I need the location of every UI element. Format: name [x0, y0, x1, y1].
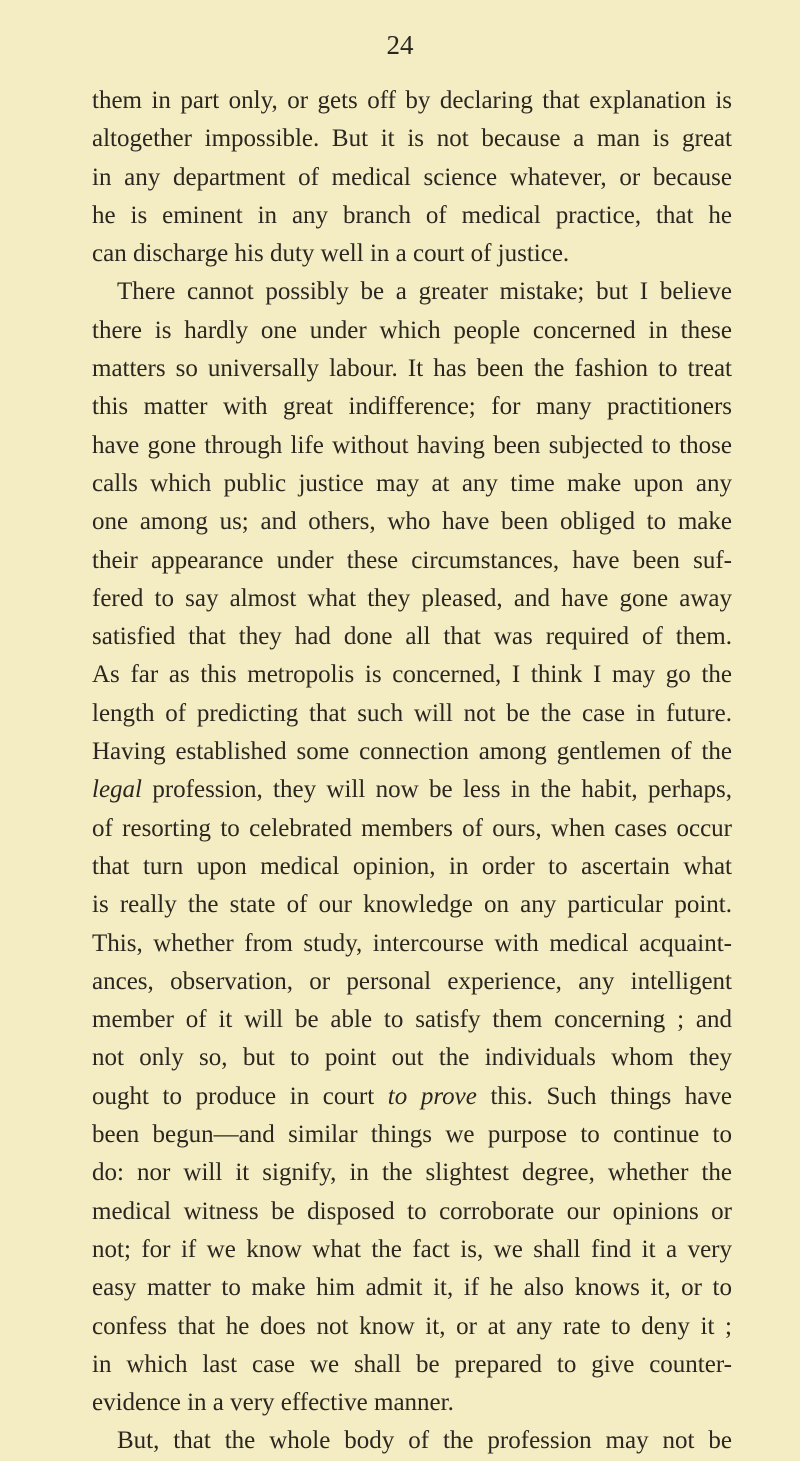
text-line: easy matter to make him admit it, if he also knows it, or to — [92, 1274, 732, 1302]
text-line: is really the state of our knowledge on any particular point. — [92, 891, 732, 919]
text-line: not only so, but to point out the individuals whom they — [92, 1044, 732, 1072]
text-line: there is hardly one under which people concerned in these — [92, 316, 732, 344]
text-line: this matter with great indifference; for many practitioners — [92, 393, 732, 421]
text-line: fered to say almost what they pleased, and have gone away — [92, 584, 732, 612]
text-line: them in part only, or gets off by declaring that explanation is — [92, 87, 732, 114]
body-text — [92, 82, 732, 1461]
italic-word: legal — [92, 776, 142, 804]
text-line: that turn upon medical opinion, in order to ascertain what — [92, 852, 732, 880]
text-line: do: nor will it signify, in the slightest degree, whether the — [92, 1159, 732, 1187]
text-line-with-italic — [92, 771, 732, 809]
text-line: Having established some connection among gentlemen of the — [92, 738, 732, 766]
text-line: been begun—and similar things we purpose to continue to — [92, 1121, 732, 1149]
text-line: he is eminent in any branch of medical practice, that he — [92, 201, 732, 229]
text-line: can discharge his duty well in a court of justice. — [92, 240, 570, 268]
text-line: length of predicting that such will not be the case in future. — [92, 699, 732, 727]
text-segment: ought to produce in court — [92, 1082, 388, 1110]
text-line: have gone through life without having been subjected to those — [92, 431, 732, 459]
text-line: ances, observation, or personal experience, any intelligent — [92, 967, 732, 995]
text-line: This, whether from study, intercourse with medical acquaint- — [92, 929, 732, 957]
page-number: 24 — [386, 30, 414, 60]
text-line: matters so universally labour. It has been the fashion to treat — [92, 355, 732, 383]
text-line: one among us; and others, who have been obliged to make — [92, 508, 732, 536]
text-line: calls which public justice may at any time make upon any — [92, 469, 732, 497]
text-line: satisfied that they had done all that was required of them. — [92, 623, 732, 651]
text-line: evidence in a very effective manner. — [92, 1389, 454, 1417]
text-line: not; for if we know what the fact is, we shall find it a very — [92, 1235, 732, 1263]
text-line: confess that he does not know it, or at any rate to deny it ; — [92, 1312, 732, 1340]
text-line: altogether impossible. But it is not because a man is great — [92, 125, 732, 153]
text-line: As far as this metropolis is concerned, I think I may go the — [92, 661, 732, 689]
text-line: medical witness be disposed to corroborate our opinions or — [92, 1197, 732, 1225]
text-line: member of it will be able to satisfy them concerning ; and — [92, 1006, 732, 1034]
italic-phrase: to prove — [387, 1082, 477, 1110]
paragraph-start-line: But, that the whole body of the profession may not be — [117, 1427, 732, 1455]
text-segment: this. Such things have — [476, 1082, 732, 1110]
text-line: in any department of medical science whatever, or because — [92, 163, 732, 191]
text-line: in which last case we shall be prepared to give counter- — [92, 1350, 732, 1378]
paragraph-start-line: There cannot possibly be a greater mistake; but I believe — [117, 278, 732, 306]
text-line: of resorting to celebrated members of ours, when cases occur — [92, 814, 732, 842]
text-line-with-italic — [92, 1078, 732, 1116]
text-segment: profession, they will now be less in the habit, perhaps, — [142, 776, 732, 804]
text-line: their appearance under these circumstances, have been suf- — [92, 546, 732, 574]
